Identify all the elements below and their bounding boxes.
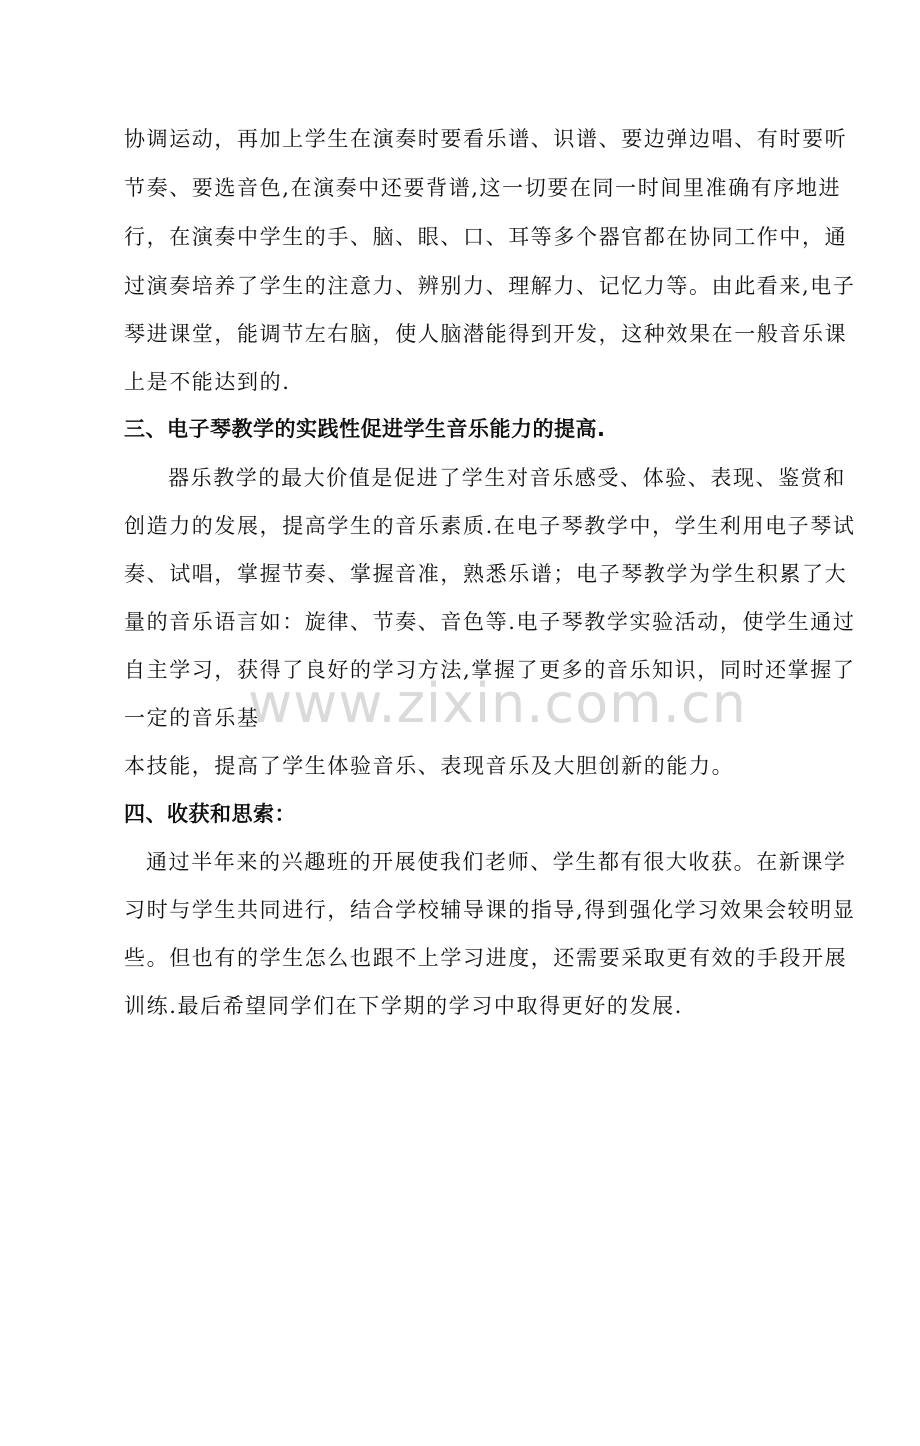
watermark: www.zixin.com.cn bbox=[248, 672, 747, 735]
section3-line-6: 一定的音乐基 bbox=[124, 706, 260, 730]
para1-line-3: 行，在演奏中学生的手、脑、眼、口、耳等多个器官都在协同工作中，通 bbox=[124, 225, 848, 249]
section3-heading: 三、电子琴教学的实践性促进学生音乐能力的提高. bbox=[124, 417, 606, 441]
para1-line-5: 琴进课堂，能调节左右脑，使人脑潜能得到开发，这种效果在一般音乐课 bbox=[124, 322, 848, 346]
section4-line-1: 通过半年来的兴趣班的开展使我们老师、学生都有很大收获。在新课学 bbox=[146, 850, 847, 874]
section4-line-4: 训练.最后希望同学们在下学期的学习中取得更好的发展. bbox=[124, 994, 683, 1018]
section3-line-7: 本技能，提高了学生体验音乐、表现音乐及大胆创新的能力。 bbox=[124, 754, 735, 778]
para1-line-1: 协调运动，再加上学生在演奏时要看乐谱、识谱、要边弹边唱、有时要听 bbox=[124, 127, 848, 151]
section4-heading: 四、收获和思索： bbox=[124, 802, 296, 826]
section3-line-1: 器乐教学的最大价值是促进了学生对音乐感受、体验、表现、鉴赏和 bbox=[168, 466, 846, 490]
para1-line-6: 上是不能达到的. bbox=[124, 370, 291, 394]
section3-line-5: 自主学习，获得了良好的学习方法,掌握了更多的音乐知识，同时还掌握了 bbox=[124, 658, 856, 682]
section4-line-3: 些。但也有的学生怎么也跟不上学习进度，还需要采取更有效的手段开展 bbox=[124, 946, 848, 970]
para1-line-4: 过演奏培养了学生的注意力、辨别力、理解力、记忆力等。由此看来,电子 bbox=[124, 274, 856, 298]
section3-line-2: 创造力的发展，提高学生的音乐素质.在电子琴教学中，学生利用电子琴试 bbox=[124, 514, 856, 538]
section3-line-3: 奏、试唱，掌握节奏、掌握音准，熟悉乐谱；电子琴教学为学生积累了大 bbox=[124, 562, 848, 586]
section3-line-4: 量的音乐语言如：旋律、节奏、音色等.电子琴教学实验活动，使学生通过 bbox=[124, 610, 856, 634]
para1-line-2: 节奏、要选音色,在演奏中还要背谱,这一切要在同一时间里准确有序地进 bbox=[124, 176, 842, 200]
section4-line-2: 习时与学生共同进行，结合学校辅导课的指导,得到强化学习效果会较明显 bbox=[124, 898, 856, 922]
